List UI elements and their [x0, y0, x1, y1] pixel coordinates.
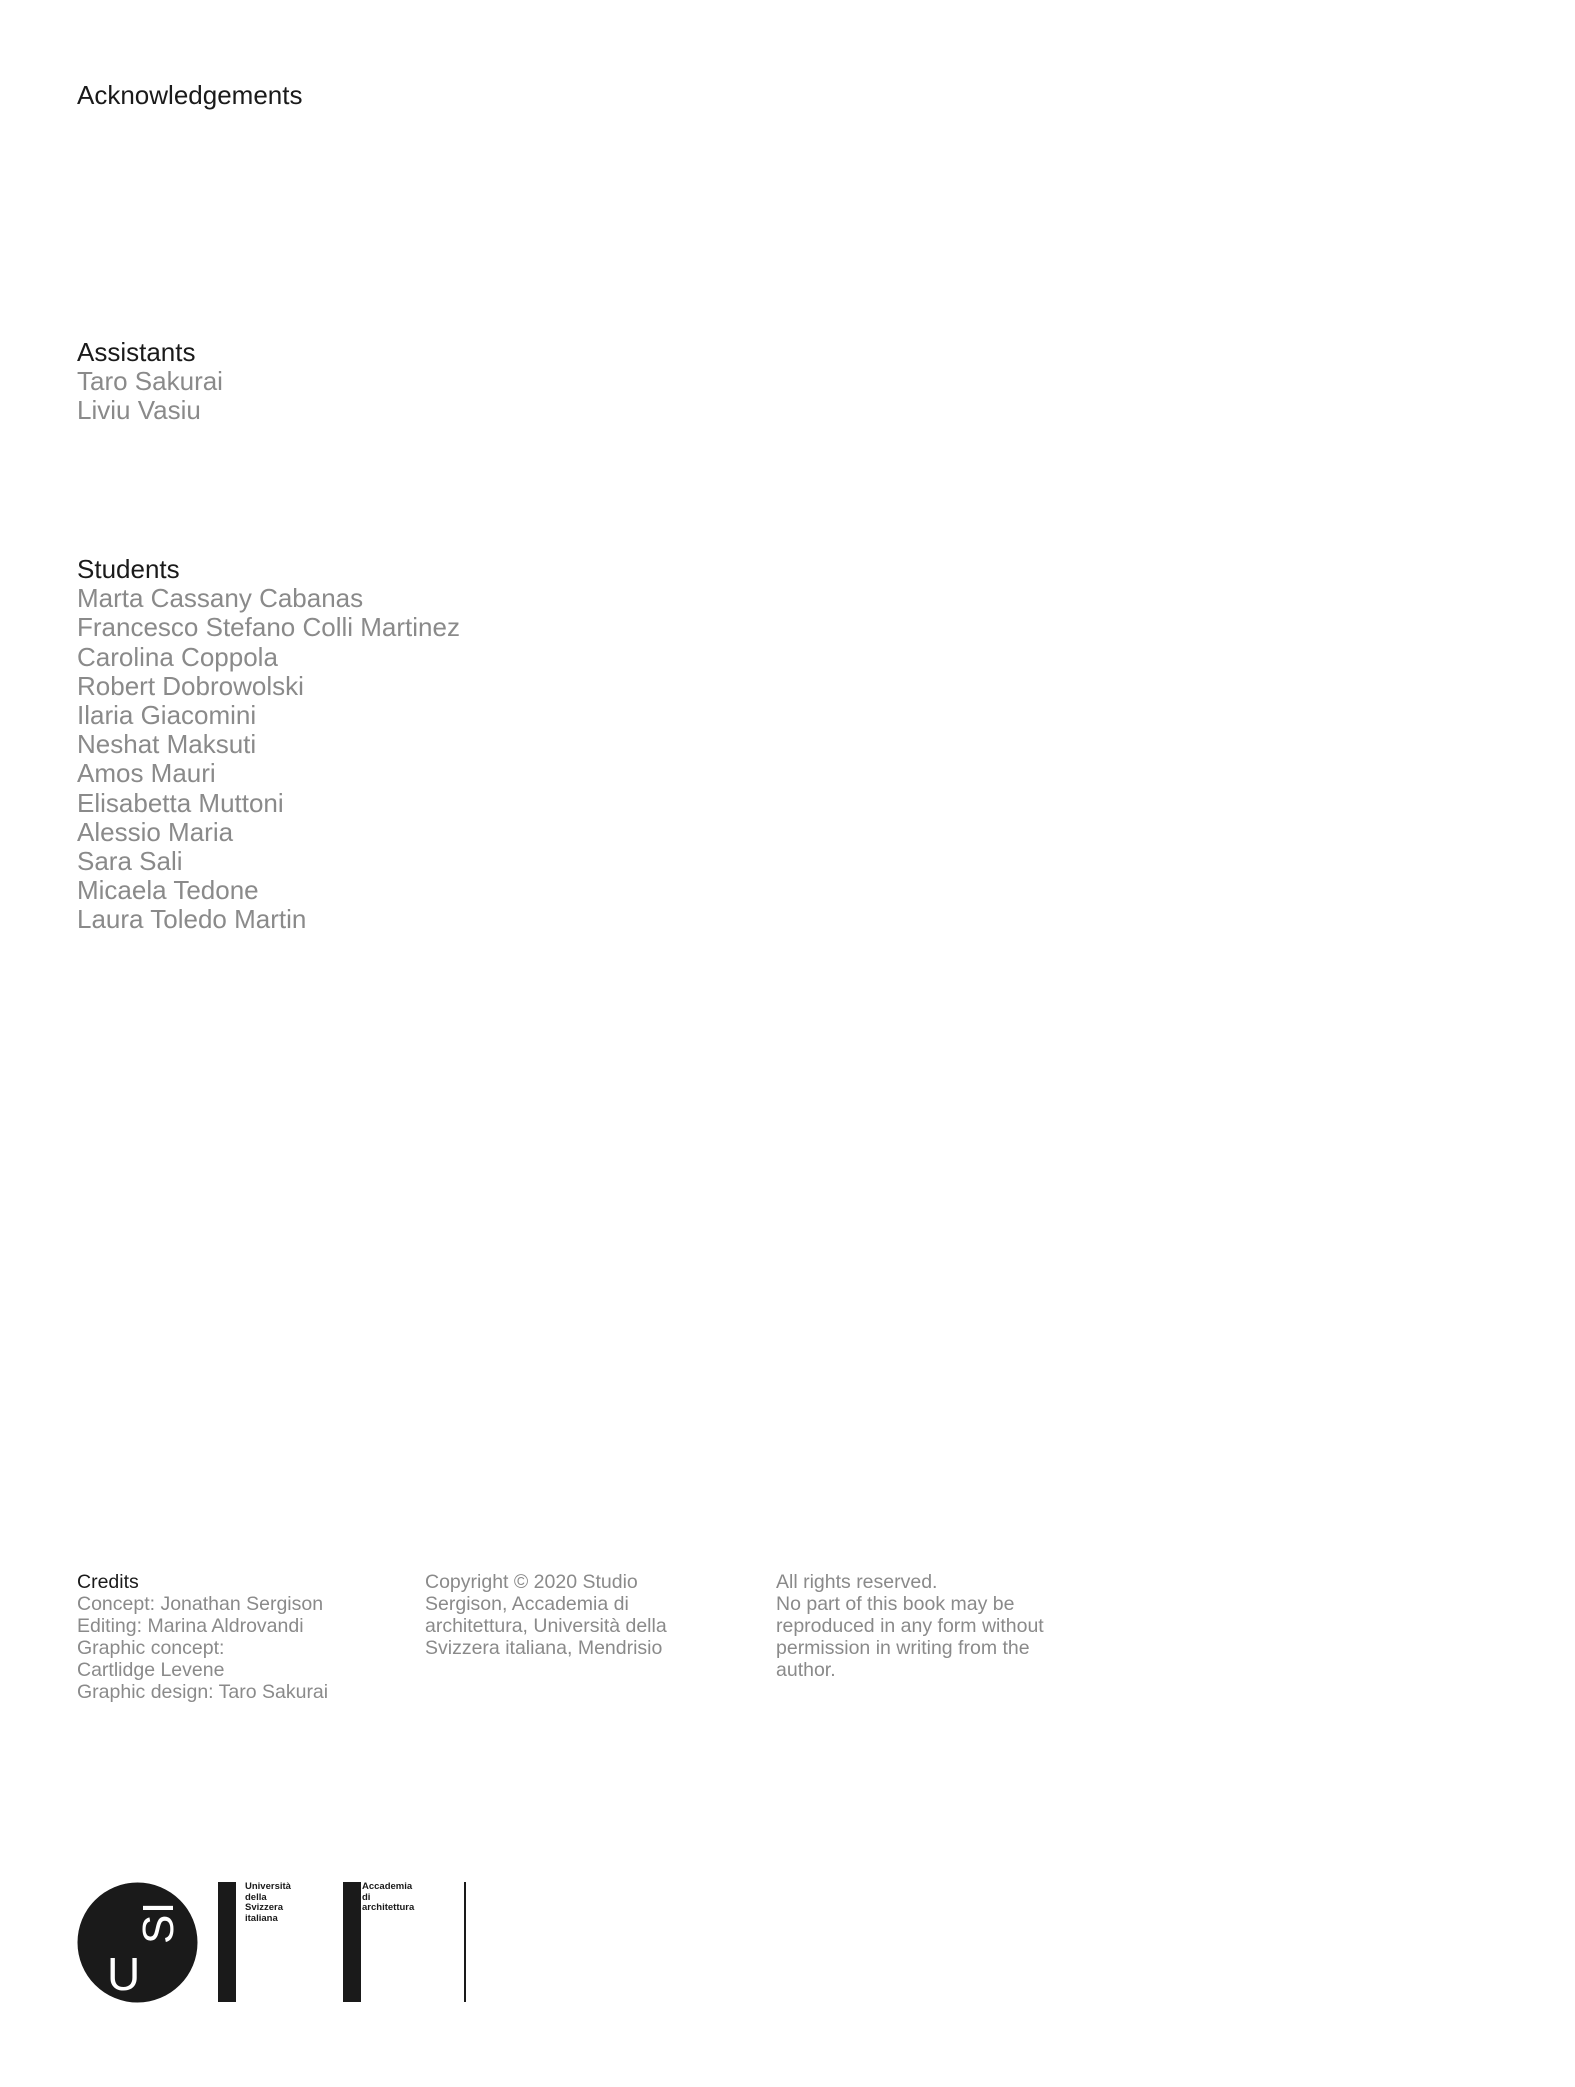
copyright-block: [425, 1571, 667, 1659]
institution-logos: [77, 1880, 497, 2004]
usi-logo-icon: [77, 1882, 198, 2003]
copyright-line: Svizzera italiana, Mendrisio: [425, 1637, 663, 1659]
page-title: Acknowledgements: [77, 80, 303, 110]
copyright-line: Copyright © 2020 Studio: [425, 1571, 638, 1593]
university-name: [245, 1882, 291, 1924]
rights-line: All rights reserved.: [776, 1571, 938, 1593]
credits-heading: Credits: [77, 1571, 139, 1593]
academy-name-line: di: [362, 1891, 371, 1903]
rights-line: No part of this book may be: [776, 1593, 1015, 1615]
credits-line: Graphic concept:: [77, 1637, 225, 1659]
students-list: [77, 584, 460, 934]
credits-line: Editing: Marina Aldrovandi: [77, 1615, 304, 1637]
assistants-section: [77, 338, 223, 426]
student-name: Marta Cassany Cabanas: [77, 583, 364, 614]
svg-text:I: I: [134, 1901, 183, 1914]
svg-text:S: S: [134, 1914, 183, 1944]
students-section: [77, 555, 460, 935]
credits-line: Graphic design: Taro Sakurai: [77, 1681, 329, 1703]
logo-bar: [218, 1882, 236, 2002]
university-name-line: italiana: [245, 1912, 278, 1924]
student-name: Sara Sali: [77, 846, 183, 877]
student-name: Francesco Stefano Colli Martinez: [77, 612, 460, 643]
academy-name-line: architettura: [362, 1902, 415, 1913]
academy-name-line: Accademia: [362, 1881, 413, 1892]
rights-line: author.: [776, 1659, 836, 1681]
university-name-line: della: [245, 1891, 267, 1903]
rights-line: permission in writing from the: [776, 1637, 1030, 1659]
university-name-line: Università: [245, 1881, 291, 1892]
logo-divider: [464, 1882, 466, 2002]
student-name: Micaela Tedone: [77, 875, 259, 906]
rights-line: reproduced in any form without: [776, 1615, 1044, 1637]
student-name: Laura Toledo Martin: [77, 904, 307, 935]
students-heading: Students: [77, 554, 180, 584]
rights-block: [776, 1571, 1044, 1681]
credits-line: Concept: Jonathan Sergison: [77, 1593, 324, 1615]
academy-name: [362, 1882, 414, 1914]
student-name: Amos Mauri: [77, 758, 216, 789]
assistant-name: Liviu Vasiu: [77, 395, 201, 426]
svg-text:U: U: [107, 1948, 141, 2000]
assistants-heading: Assistants: [77, 337, 196, 367]
student-name: Elisabetta Muttoni: [77, 787, 284, 818]
credits-line: Cartlidge Levene: [77, 1659, 225, 1681]
assistant-name: Taro Sakurai: [77, 366, 223, 397]
student-name: Robert Dobrowolski: [77, 670, 304, 701]
copyright-line: Sergison, Accademia di: [425, 1593, 629, 1615]
assistants-list: [77, 367, 223, 425]
university-name-line: Svizzera: [245, 1902, 284, 1913]
student-name: Ilaria Giacomini: [77, 700, 257, 731]
credits-block: [77, 1571, 328, 1703]
student-name: Carolina Coppola: [77, 641, 278, 672]
logo-bar: [343, 1882, 361, 2002]
student-name: Neshat Maksuti: [77, 729, 257, 760]
copyright-line: architettura, Università della: [425, 1615, 667, 1637]
student-name: Alessio Maria: [77, 816, 234, 847]
